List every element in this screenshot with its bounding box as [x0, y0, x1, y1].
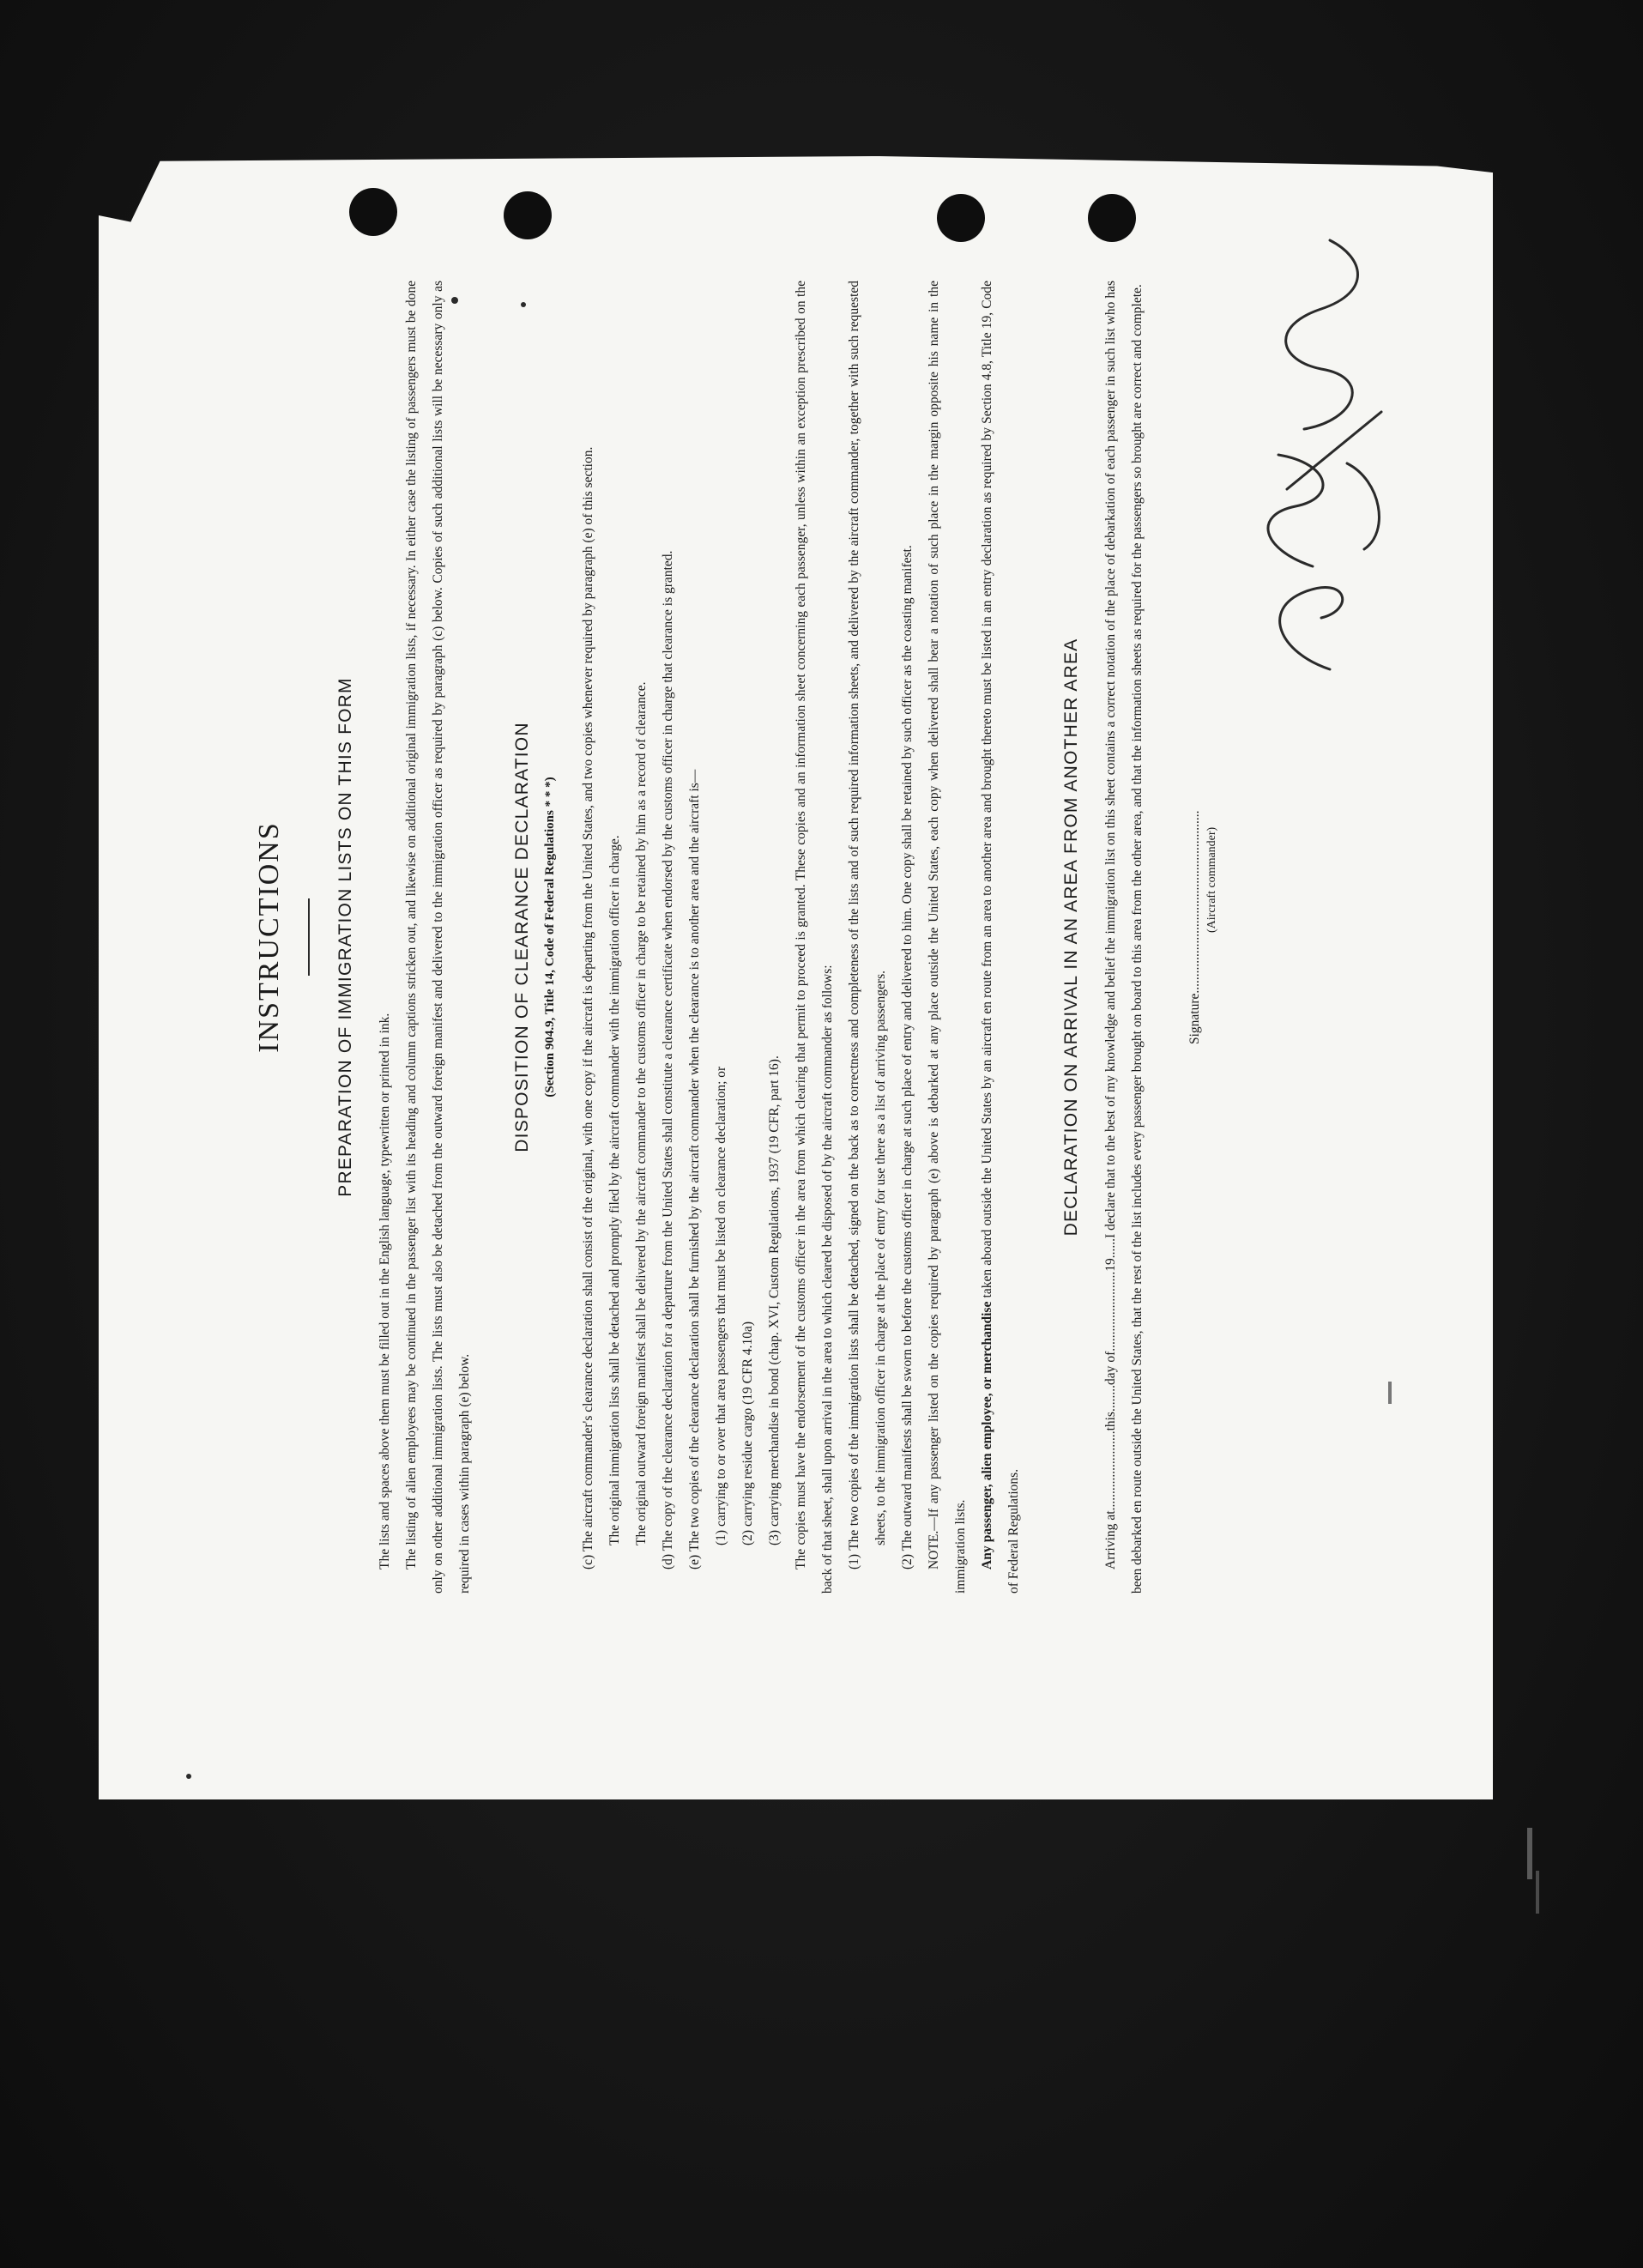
section-heading-disposition: DISPOSITION OF CLEARANCE DECLARATION	[512, 722, 532, 1152]
declaration-paragraph: Arriving at........................this........day of........................19......I declare that to the best of my knowledge and belief the immigration list on this sheet contains a correct notation of the place of debarkation of each passenger in such list who has been debarked en route outside the United States, that the rest of the list includes every passenger brought on board to this area from the other area, and that the information sheets as required for the passengers so brought are correct and complete.	[1103, 281, 1145, 1594]
paragraph: (d) The copy of the clearance declaration for a departure from the United States shall constitute a clearance certificate when endorsed by the customs officer in charge that clearance is granted.	[661, 550, 675, 1569]
page-title: INSTRUCTIONS	[253, 821, 285, 1053]
paragraph: The original outward foreign manifest shall be delivered by the aircraft commander to the customs officer in charge to be retained by him as a record of clearance.	[634, 681, 649, 1545]
signature-line: Signature.......................................................	[1187, 810, 1202, 1044]
paragraph: (c) The aircraft commander's clearance declaration shall consist of the original, with one copy if the aircraft is departing from the United States, and two copies whenever required by paragraph (e) of this section.	[581, 446, 595, 1569]
bold-lead: Any passenger, alien employee, or merchandise	[980, 1301, 994, 1569]
list-item: (3) carrying merchandise in bond (chap. XVI, Custom Regulations, 1937 (19 CFR, part 16).	[767, 1055, 782, 1545]
section-heading-preparation: PREPARATION OF IMMIGRATION LISTS ON THIS FORM	[335, 677, 355, 1197]
list-item: (2) The outward manifests shall be sworn to before the customs officer in charge at such place of entry and delivered to him. One copy shall be retained by such officer as the coasting manifest.	[900, 545, 915, 1569]
paragraph: (e) The two copies of the clearance declaration shall be furnished by the aircraft commander when the clearance is to another area and the aircraft is—	[687, 769, 702, 1569]
section-heading-declaration: DECLARATION ON ARRIVAL IN AN AREA FROM ANOTHER AREA	[1061, 638, 1081, 1237]
paragraph: The lists and spaces above them must be filled out in the English language, typewritten or printed in ink.	[378, 1013, 392, 1569]
section-citation: (Section 904.9, Title 14, Code of Federal Regulations * * *)	[543, 777, 557, 1098]
paragraph: The copies must have the endorsement of the customs officer in the area from which clearing that permit to proceed is granted. These copies and an information sheet concerning each passenger, unless within an exception prescribed on the back of that sheet, shall upon arrival in the area to which cleared be disposed of by the aircraft commander as follows:	[794, 281, 835, 1594]
list-item: (1) The two copies of the immigration lists shall be detached, signed on the back as to correctness and completeness of the lists and of such required information sheets, and delivered by the aircraft commander, together with such requested sheets, to the immigration officer in charge at the place of entry for use there as a list of arriving passengers.	[847, 281, 888, 1569]
list-item: (2) carrying residue cargo (19 CFR 4.10a)	[740, 1321, 755, 1545]
paragraph-rest: taken aboard outside the United States by an aircraft en route from an area to another area and brought thereto must be listed in an entry declaration as required by Section 4.8, Title 19, Code of Federal Regulations.	[980, 280, 1021, 1594]
note-paragraph: NOTE.—If any passenger listed on the copies required by paragraph (e) above is debarked at any place outside the United States, each copy when delivered shall bear a notation of such place in the margin opposite his name in the immigration lists.	[927, 281, 968, 1594]
paragraph: The original immigration lists shall be detached and promptly filed by the aircraft commander with the immigration officer in charge.	[607, 835, 622, 1545]
list-item: (1) carrying to or over that area passengers that must be listed on clearance declaration; or	[714, 1066, 728, 1545]
signature-caption: (Aircraft commander)	[1205, 826, 1218, 933]
paragraph: The listing of alien employees may be continued in the passenger list with its heading and column captions stricken out, and likewise on additional original immigration lists, if necessary. In either case the listing of passengers must be done only on other additional immigration lists. The lists must also be detached from the outward foreign manifest and delivered to the immigration officer as required by paragraph (c) below. Copies of such additional lists will be necessary only as required in cases within paragraph (e) below.	[404, 281, 472, 1594]
